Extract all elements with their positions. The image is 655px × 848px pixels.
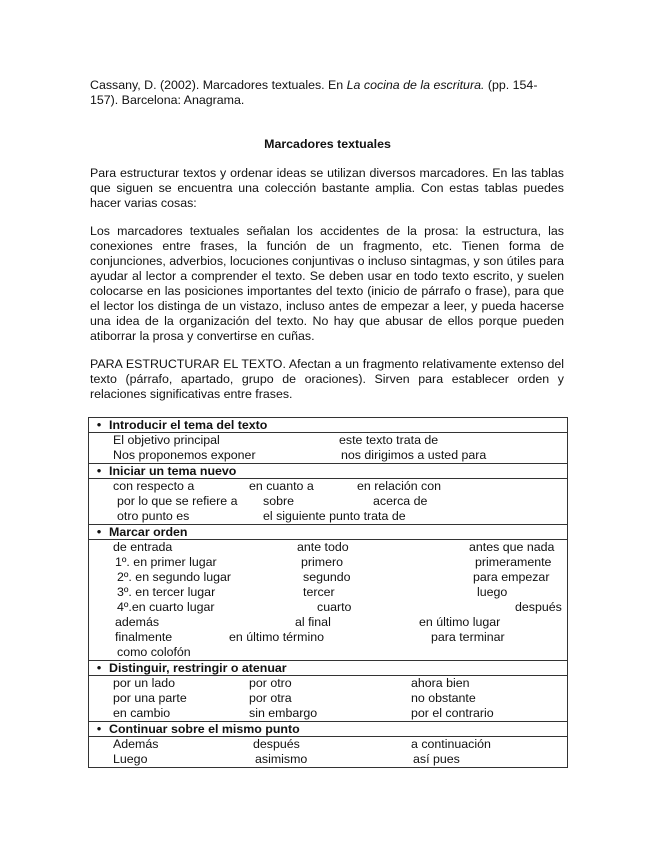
marker-text: Nos proponemos exponer [113, 448, 256, 462]
bullet-icon: • [96, 418, 102, 432]
section-block [89, 540, 567, 660]
marker-text: ahora bien [411, 676, 470, 690]
structure-paragraph: PARA ESTRUCTURAR EL TEXTO. Afectan a un fragmento relativamente extenso del texto (párrafo, apartado, grupo de oraciones). Sirven para establecer orden y relaciones significativas entre frases. [90, 357, 564, 401]
marker-text: cuarto [317, 600, 352, 614]
citation-author: Cassany, D. (2002). Marcadores textuales. En [90, 78, 347, 92]
marker-text: al final [295, 615, 331, 629]
section-block [89, 479, 567, 524]
marker-text: así pues [413, 752, 460, 766]
section-header-continuar [89, 722, 568, 737]
bullet-icon: • [96, 464, 102, 478]
bullet-icon: • [96, 722, 102, 736]
section-heading: Iniciar un tema nuevo [109, 464, 237, 478]
marker-text: además [115, 615, 160, 629]
marker-text: por el contrario [411, 706, 494, 720]
citation [90, 78, 564, 108]
section-heading: Marcar orden [109, 525, 188, 539]
marker-text: este texto trata de [339, 433, 439, 447]
marker-text: a continuación [411, 737, 491, 751]
section-header-introducir [89, 418, 568, 433]
bullet-icon: • [96, 525, 102, 539]
marker-text: primero [301, 555, 343, 569]
intro-paragraph: Para estructurar textos y ordenar ideas se utilizan diversos marcadores. En las tablas que siguen se encuentra una colección bastante amplia. Con estas tablas puedes hacer varias cosas: [90, 166, 564, 210]
marker-text: ante todo [297, 540, 349, 554]
marker-text: de entrada [113, 540, 173, 554]
marker-text: tercer [303, 585, 335, 599]
marker-text: por lo que se refiere a [117, 494, 238, 508]
marker-text: sin embargo [249, 706, 318, 720]
section-header-marcar-orden [89, 525, 568, 540]
citation-pages: (pp. 154- [484, 78, 538, 92]
marker-text: no obstante [411, 691, 476, 705]
section-header-iniciar [89, 464, 568, 479]
section-block [89, 676, 567, 721]
marker-text: segundo [303, 570, 351, 584]
marker-text: como colofón [117, 645, 191, 659]
marker-text: después [515, 600, 562, 614]
marker-text: finalmente [115, 630, 173, 644]
marker-text: después [253, 737, 300, 751]
citation-book-title: La cocina de la escritura. [346, 78, 485, 92]
marker-text: en cuanto a [249, 479, 314, 493]
citation-publisher: 157). Barcelona: Anagrama. [90, 93, 245, 107]
marker-text: para empezar [473, 570, 550, 584]
marker-text: Luego [113, 752, 148, 766]
marker-text: 4º.en cuarto lugar [117, 600, 215, 614]
marker-text: 1º. en primer lugar [115, 555, 217, 569]
marker-text: antes que nada [469, 540, 555, 554]
marker-text: primeramente [475, 555, 552, 569]
marker-text: por otro [249, 676, 292, 690]
marker-text: por un lado [113, 676, 176, 690]
marker-text: en relación con [357, 479, 442, 493]
marker-text: sobre [263, 494, 294, 508]
marker-text: asimismo [255, 752, 308, 766]
marker-text: El objetivo principal [113, 433, 220, 447]
marker-text: por otra [249, 691, 292, 705]
section-heading: Introducir el tema del texto [109, 418, 268, 432]
marker-text: en último lugar [419, 615, 501, 629]
page-title: Marcadores textuales [264, 137, 391, 151]
section-heading: Distinguir, restringir o atenuar [109, 661, 287, 675]
section-block [89, 737, 567, 767]
marker-text: en cambio [113, 706, 171, 720]
marker-text: con respecto a [113, 479, 195, 493]
section-block [89, 433, 567, 463]
markers-table [88, 417, 568, 768]
bullet-icon: • [96, 661, 102, 675]
marker-text: en último término [229, 630, 325, 644]
marker-text: acerca de [373, 494, 428, 508]
section-header-distinguir [89, 661, 568, 676]
marker-text: 3º. en tercer lugar [117, 585, 216, 599]
marker-text: Además [113, 737, 159, 751]
marker-text: nos dirigimos a usted para [341, 448, 487, 462]
marker-text: por una parte [113, 691, 187, 705]
body-paragraph: Los marcadores textuales señalan los accidentes de la prosa: la estructura, las conexiones entre frases, la función de un fragmento, etc. Tienen forma de conjunciones, adverbios, locuciones conjuntivas o incluso sintagmas, y son útiles para ayudar al lector a comprender el texto. Se deben usar en todo texto escrito, y suelen colocarse en las posiciones importantes del texto (inicio de párrafo o frase), para que el lector los distinga de un vistazo, incluso antes de empezar a leer, y pueda hacerse una idea de la organización del texto. No hay que abusar de ellos porque pueden atiborrar la prosa y convertirse en cuñas. [90, 224, 564, 343]
marker-text: 2º. en segundo lugar [117, 570, 232, 584]
marker-text: para terminar [431, 630, 505, 644]
marker-text: el siguiente punto trata de [263, 509, 406, 523]
section-heading: Continuar sobre el mismo punto [109, 722, 300, 736]
marker-text: otro punto es [117, 509, 190, 523]
marker-text: luego [477, 585, 508, 599]
